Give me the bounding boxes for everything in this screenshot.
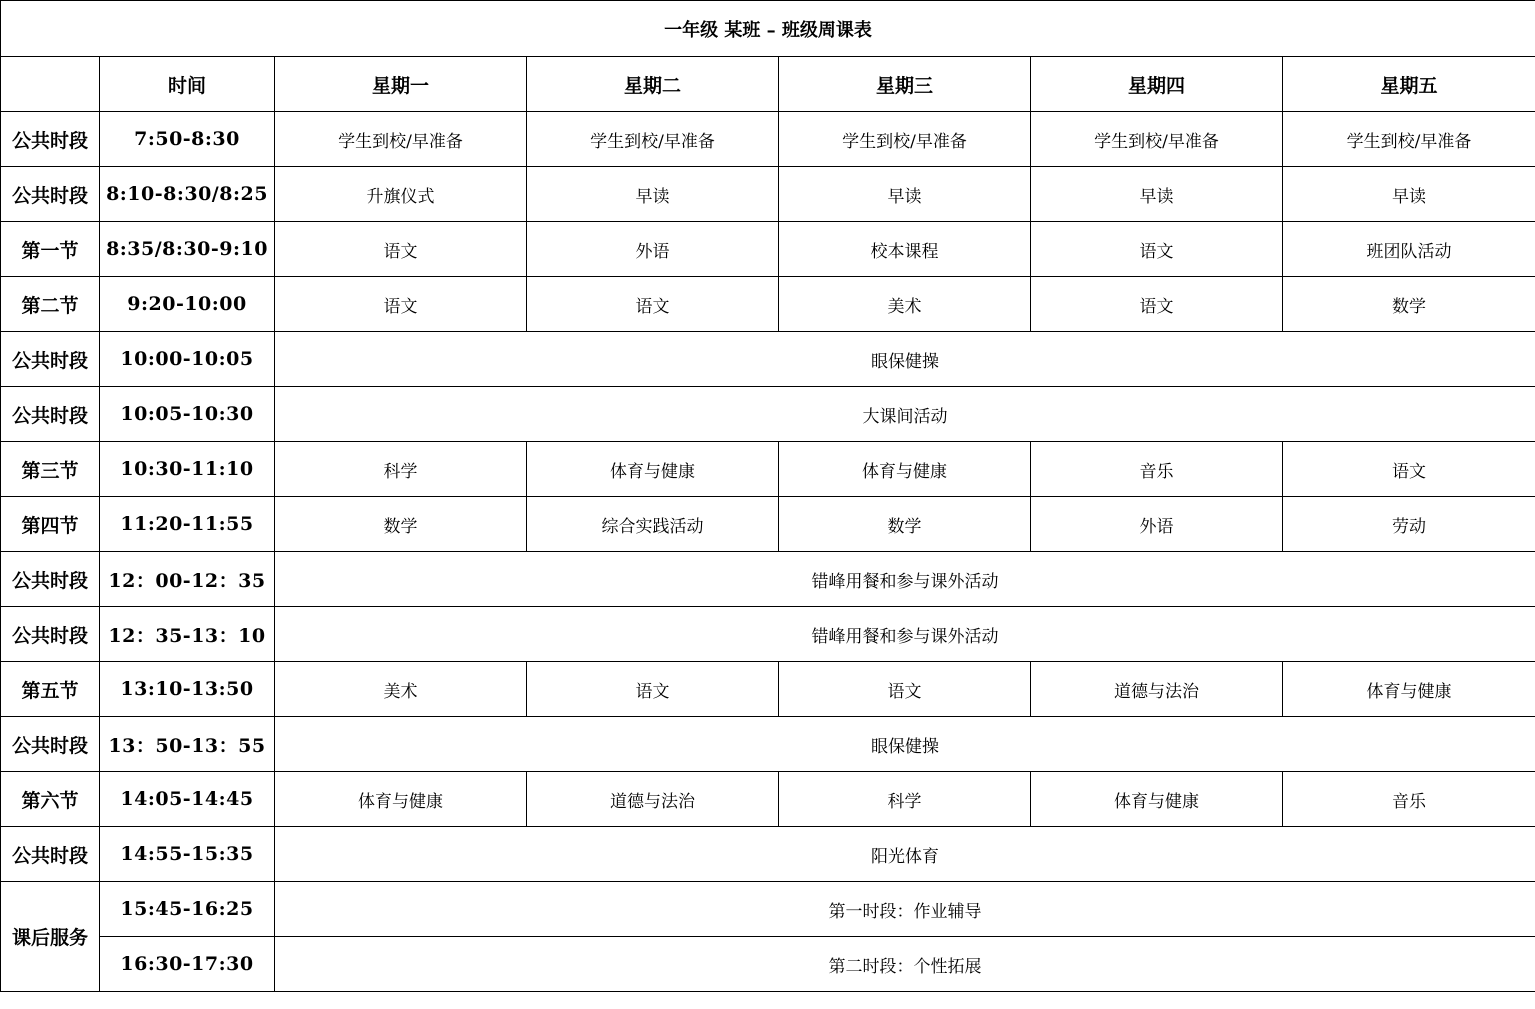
- class-cell: 劳动: [1283, 497, 1535, 552]
- class-cell: 学生到校/早准备: [1283, 112, 1535, 167]
- class-cell: 学生到校/早准备: [1031, 112, 1283, 167]
- period-time: 15:45-16:25: [100, 882, 275, 937]
- schedule-row: [1, 387, 1535, 442]
- class-cell: 升旗仪式: [275, 167, 527, 222]
- schedule-row: [1, 552, 1535, 607]
- class-cell: 早读: [527, 167, 779, 222]
- class-cell: 数学: [275, 497, 527, 552]
- period-label: 第三节: [1, 442, 100, 497]
- period-time: 12：35-13：10: [100, 607, 275, 662]
- after-school-row: [1, 937, 1535, 992]
- period-time: 10:00-10:05: [100, 332, 275, 387]
- schedule-title: 一年级 某班 – 班级周课表: [1, 1, 1535, 57]
- class-cell: 美术: [779, 277, 1031, 332]
- time-header: 时间: [100, 57, 275, 112]
- period-time: 13:10-13:50: [100, 662, 275, 717]
- schedule-row: [1, 772, 1535, 827]
- class-cell: 科学: [779, 772, 1031, 827]
- header-row: [1, 57, 1535, 112]
- class-cell: 体育与健康: [1283, 662, 1535, 717]
- period-time: 11:20-11:55: [100, 497, 275, 552]
- class-cell: 体育与健康: [1031, 772, 1283, 827]
- period-time: 14:55-15:35: [100, 827, 275, 882]
- merged-activity-cell: 眼保健操: [275, 332, 1535, 387]
- period-label: 第五节: [1, 662, 100, 717]
- class-cell: 学生到校/早准备: [527, 112, 779, 167]
- schedule-row: [1, 332, 1535, 387]
- period-time: 9:20-10:00: [100, 277, 275, 332]
- period-label: 公共时段: [1, 827, 100, 882]
- period-time: 7:50-8:30: [100, 112, 275, 167]
- class-cell: 体育与健康: [275, 772, 527, 827]
- class-cell: 语文: [275, 222, 527, 277]
- merged-activity-cell: 眼保健操: [275, 717, 1535, 772]
- class-cell: 语文: [1283, 442, 1535, 497]
- schedule-row: [1, 497, 1535, 552]
- period-label: 公共时段: [1, 332, 100, 387]
- class-cell: 道德与法治: [527, 772, 779, 827]
- merged-activity-cell: 大课间活动: [275, 387, 1535, 442]
- period-label: 第六节: [1, 772, 100, 827]
- period-time: 14:05-14:45: [100, 772, 275, 827]
- day-header-mon: 星期一: [275, 57, 527, 112]
- merged-activity-cell: 第二时段：个性拓展: [275, 937, 1535, 992]
- class-cell: 外语: [1031, 497, 1283, 552]
- class-cell: 科学: [275, 442, 527, 497]
- period-label: 公共时段: [1, 387, 100, 442]
- period-time: 10:30-11:10: [100, 442, 275, 497]
- after-school-row: [1, 882, 1535, 937]
- period-label: 公共时段: [1, 167, 100, 222]
- corner-cell: [1, 57, 100, 112]
- class-cell: 体育与健康: [779, 442, 1031, 497]
- merged-activity-cell: 错峰用餐和参与课外活动: [275, 552, 1535, 607]
- class-cell: 体育与健康: [527, 442, 779, 497]
- period-label: 公共时段: [1, 607, 100, 662]
- class-cell: 美术: [275, 662, 527, 717]
- class-cell: 语文: [527, 662, 779, 717]
- period-label: 公共时段: [1, 717, 100, 772]
- class-cell: 外语: [527, 222, 779, 277]
- day-header-thu: 星期四: [1031, 57, 1283, 112]
- schedule-row: [1, 827, 1535, 882]
- period-label: 公共时段: [1, 112, 100, 167]
- class-cell: 音乐: [1031, 442, 1283, 497]
- class-cell: 早读: [1283, 167, 1535, 222]
- day-header-tue: 星期二: [527, 57, 779, 112]
- period-time: 12：00-12：35: [100, 552, 275, 607]
- merged-activity-cell: 错峰用餐和参与课外活动: [275, 607, 1535, 662]
- period-time: 16:30-17:30: [100, 937, 275, 992]
- period-label: 第二节: [1, 277, 100, 332]
- merged-activity-cell: 第一时段：作业辅导: [275, 882, 1535, 937]
- class-cell: 语文: [527, 277, 779, 332]
- period-time: 10:05-10:30: [100, 387, 275, 442]
- period-time: 8:35/8:30-9:10: [100, 222, 275, 277]
- class-cell: 早读: [779, 167, 1031, 222]
- title-row: [1, 1, 1535, 57]
- day-header-fri: 星期五: [1283, 57, 1535, 112]
- class-cell: 语文: [1031, 277, 1283, 332]
- period-label: 第四节: [1, 497, 100, 552]
- class-cell: 道德与法治: [1031, 662, 1283, 717]
- schedule-row: [1, 112, 1535, 167]
- schedule-row: [1, 222, 1535, 277]
- class-cell: 早读: [1031, 167, 1283, 222]
- class-cell: 综合实践活动: [527, 497, 779, 552]
- class-cell: 校本课程: [779, 222, 1031, 277]
- period-label: 第一节: [1, 222, 100, 277]
- class-cell: 语文: [779, 662, 1031, 717]
- class-cell: 学生到校/早准备: [779, 112, 1031, 167]
- schedule-row: [1, 442, 1535, 497]
- period-time: 13：50-13：55: [100, 717, 275, 772]
- after-school-label: 课后服务: [1, 882, 100, 992]
- class-cell: 数学: [779, 497, 1031, 552]
- schedule-row: [1, 662, 1535, 717]
- schedule-row: [1, 277, 1535, 332]
- merged-activity-cell: 阳光体育: [275, 827, 1535, 882]
- day-header-wed: 星期三: [779, 57, 1031, 112]
- class-cell: 数学: [1283, 277, 1535, 332]
- schedule-row: [1, 607, 1535, 662]
- class-cell: 学生到校/早准备: [275, 112, 527, 167]
- class-cell: 音乐: [1283, 772, 1535, 827]
- class-cell: 语文: [1031, 222, 1283, 277]
- class-cell: 班团队活动: [1283, 222, 1535, 277]
- schedule-row: [1, 167, 1535, 222]
- period-label: 公共时段: [1, 552, 100, 607]
- schedule-row: [1, 717, 1535, 772]
- class-cell: 语文: [275, 277, 527, 332]
- period-time: 8:10-8:30/8:25: [100, 167, 275, 222]
